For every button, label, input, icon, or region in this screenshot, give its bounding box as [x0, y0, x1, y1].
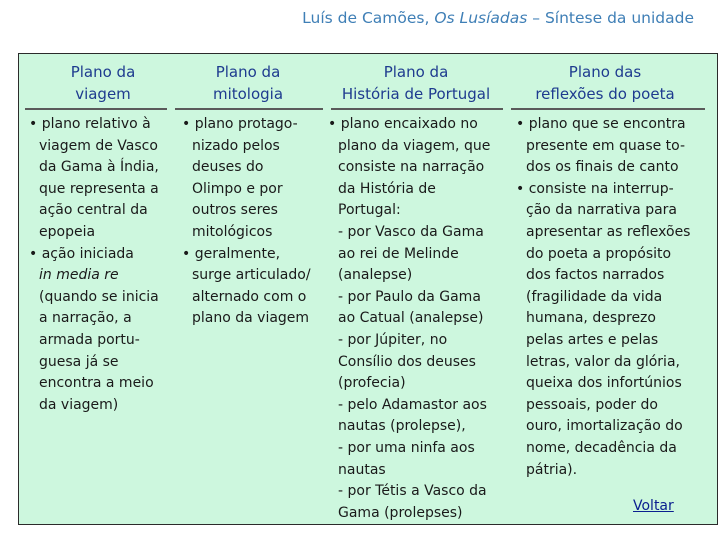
bullet-continuation: alternado com o — [192, 288, 307, 305]
heading-historia: Plano da História de Portugal — [341, 63, 491, 103]
bullet-continuation: da viagem) — [39, 396, 119, 413]
bullet-continuation: dos os finais de canto — [526, 159, 679, 176]
bullet-continuation: (profecia) — [338, 375, 406, 392]
bullet-continuation: Consílio dos deuses — [338, 353, 476, 370]
bullet-continuation: ação central da — [39, 202, 148, 219]
bullet-continuation: pessoais, poder do — [526, 396, 658, 413]
bullet-continuation: presente em quase to- — [526, 137, 686, 154]
bullet-continuation: pelas artes e pelas — [526, 331, 659, 348]
bullet-continuation: - por uma ninfa aos — [338, 439, 475, 456]
bullet-item: • consiste na interrup- — [516, 180, 674, 197]
bullet-continuation: Gama (prolepses) — [338, 504, 463, 521]
bullet-continuation: queixa dos infortúnios — [526, 375, 682, 392]
bullet-continuation: viagem de Vasco — [39, 137, 158, 154]
bullet-continuation: (fragilidade da vida — [526, 288, 663, 305]
bullet-continuation: (analepse) — [338, 267, 413, 284]
bullet-continuation: outros seres — [192, 202, 278, 219]
column-mitologia — [182, 114, 311, 330]
bullet-continuation: plano da viagem, que — [338, 137, 491, 154]
bullet-continuation: surge articulado/ — [192, 267, 311, 284]
heading-reflexoes: Plano das reflexões do poeta — [535, 63, 675, 103]
bullet-continuation: in media re — [39, 267, 119, 284]
bullet-continuation: consiste na narração — [338, 159, 485, 176]
page-title — [302, 9, 694, 27]
bullet-continuation: mitológicos — [192, 223, 273, 240]
bullet-continuation: nizado pelos — [192, 137, 280, 154]
title-work: Os Lusíadas — [434, 9, 528, 27]
bullet-continuation: ao Catual (analepse) — [338, 310, 484, 327]
heading-divider — [331, 108, 503, 110]
bullet-continuation: plano da viagem — [192, 310, 310, 327]
bullet-continuation: Olimpo e por — [192, 180, 283, 197]
bullet-continuation: (quando se inicia — [39, 288, 159, 305]
heading-mitologia: Plano da mitologia — [212, 63, 284, 103]
title-rest: – Síntese da unidade — [532, 9, 694, 27]
bullet-item: • plano que se encontra — [516, 116, 686, 132]
bullet-continuation: da História de — [338, 180, 436, 197]
bullet-continuation: nautas (prolepse), — [338, 418, 466, 435]
column-historia — [328, 114, 490, 524]
column-viagem — [29, 114, 159, 416]
bullet-continuation: nome, decadência da — [526, 439, 677, 456]
bullet-continuation: apresentar as reflexões — [526, 223, 691, 240]
bullet-item: • plano encaixado no — [328, 116, 478, 132]
bullet-item: • ação iniciada — [29, 245, 134, 262]
bullet-continuation: encontra a meio — [39, 375, 154, 392]
summary-panel — [18, 53, 718, 525]
bullet-continuation: que representa a — [39, 180, 159, 197]
bullet-continuation: ouro, imortalização do — [526, 418, 683, 435]
bullet-continuation: - por Vasco da Gama — [338, 223, 484, 240]
bullet-continuation: dos factos narrados — [526, 267, 665, 284]
bullet-continuation: deuses do — [192, 159, 264, 176]
column-reflexoes — [516, 114, 690, 481]
bullet-continuation: da Gama à Índia, — [39, 159, 159, 176]
heading-viagem: Plano da viagem — [70, 63, 136, 103]
bullet-continuation: guesa já se — [39, 353, 119, 370]
bullet-continuation: - pelo Adamastor aos — [338, 396, 487, 413]
bullet-continuation: nautas — [338, 461, 386, 478]
bullet-continuation: ao rei de Melinde — [338, 245, 459, 262]
bullet-continuation: - por Tétis a Vasco da — [338, 483, 487, 500]
bullet-continuation: armada portu- — [39, 331, 140, 348]
title-author: Luís de Camões, — [302, 9, 430, 27]
bullet-continuation: letras, valor da glória, — [526, 353, 680, 370]
bullet-item: • plano protago- — [182, 116, 298, 132]
heading-divider — [511, 108, 705, 110]
bullet-item: • plano relativo à — [29, 116, 151, 132]
heading-divider — [25, 108, 167, 110]
bullet-continuation: do poeta a propósito — [526, 245, 672, 262]
bullet-continuation: a narração, a — [39, 310, 132, 327]
back-link[interactable]: Voltar — [633, 498, 674, 514]
bullet-continuation: Portugal: — [338, 202, 401, 219]
heading-divider — [175, 108, 323, 110]
bullet-item: • geralmente, — [182, 245, 281, 262]
bullet-continuation: ção da narrativa para — [526, 202, 677, 219]
bullet-continuation: humana, desprezo — [526, 310, 656, 327]
bullet-continuation: pátria). — [526, 461, 578, 478]
bullet-continuation: - por Júpiter, no — [338, 331, 448, 348]
bullet-continuation: epopeia — [39, 223, 96, 240]
bullet-continuation: - por Paulo da Gama — [338, 288, 481, 305]
